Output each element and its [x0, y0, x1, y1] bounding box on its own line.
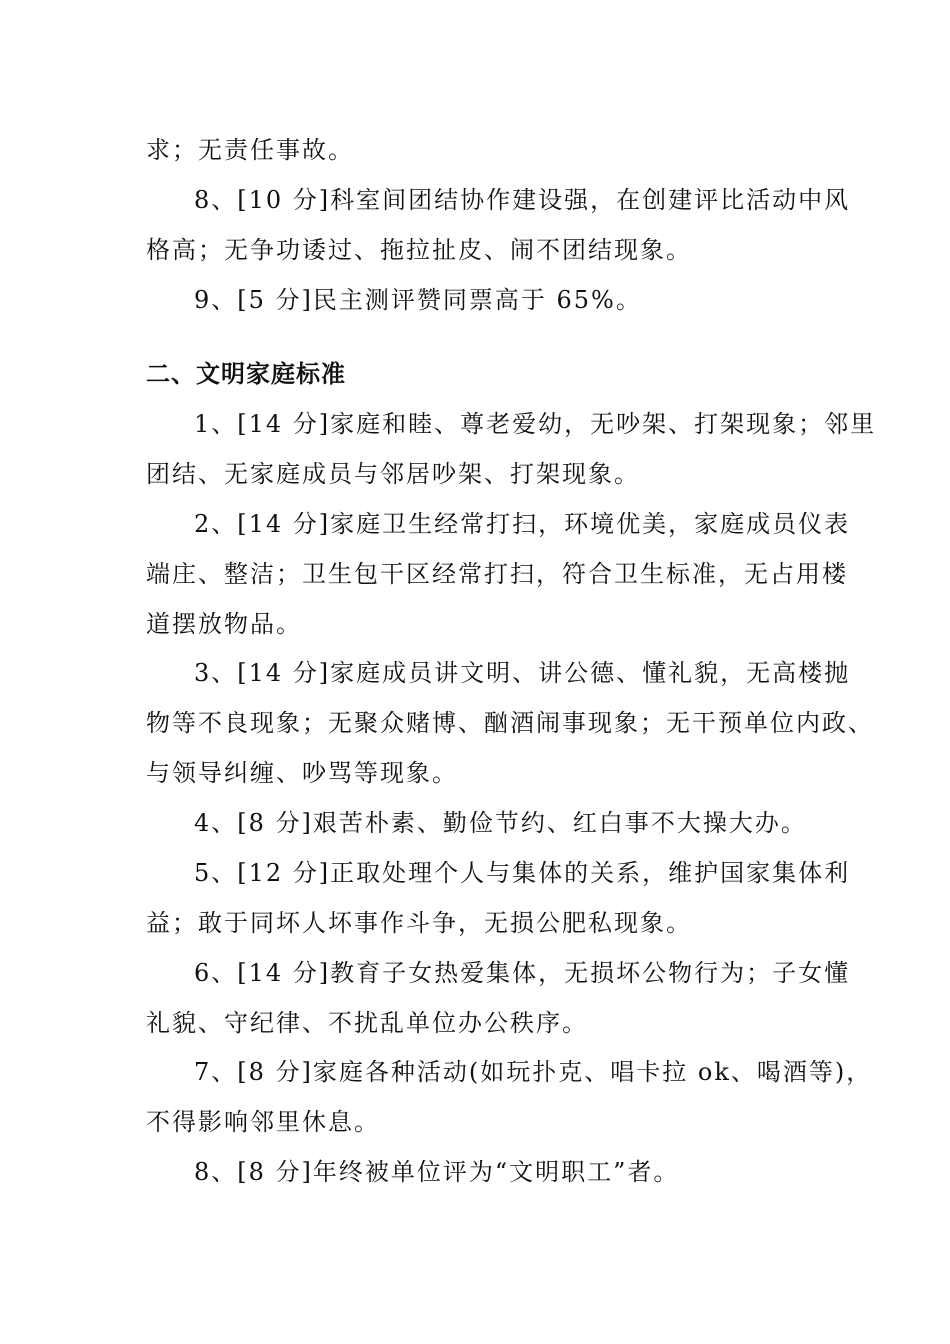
section1-item8-line1: 8、[10 分]科室间团结协作建设强，在创建评比活动中风: [194, 186, 851, 214]
section2-item6-line1: 6、[14 分]教育子女热爱集体，无损坏公物行为；子女懂: [194, 959, 851, 987]
section2-heading: 二、文明家庭标准: [146, 360, 346, 388]
section2-item2-line2: 端庄、整洁；卫生包干区经常打扫，符合卫生标准，无占用楼: [146, 560, 848, 588]
section2-item2-line1: 2、[14 分]家庭卫生经常打扫，环境优美，家庭成员仪表: [194, 510, 851, 538]
section2-item1-line2: 团结、无家庭成员与邻居吵架、打架现象。: [146, 460, 640, 488]
section1-continuation-line: 求；无责任事故。: [146, 136, 354, 164]
section2-item3-line2: 物等不良现象；无聚众赌博、酗酒闹事现象；无干预单位内政、: [146, 709, 874, 737]
section2-item3-line1: 3、[14 分]家庭成员讲文明、讲公德、懂礼貌，无高楼抛: [194, 659, 851, 687]
section2-item7-line2: 不得影响邻里休息。: [146, 1108, 380, 1136]
section2-item7-line1: 7、[8 分]家庭各种活动(如玩扑克、唱卡拉 ok、喝酒等)，: [194, 1058, 873, 1086]
section2-item2-line3: 道摆放物品。: [146, 610, 302, 638]
section2-item8: 8、[8 分]年终被单位评为“文明职工”者。: [194, 1158, 680, 1186]
section1-item9: 9、[5 分]民主测评赞同票高于 65%。: [194, 286, 642, 314]
section2-item6-line2: 礼貌、守纪律、不扰乱单位办公秩序。: [146, 1009, 588, 1037]
section2-item1-line1: 1、[14 分]家庭和睦、尊老爱幼，无吵架、打架现象；邻里: [194, 410, 877, 438]
section2-item3-line3: 与领导纠缠、吵骂等现象。: [146, 759, 458, 787]
section2-item5-line1: 5、[12 分]正取处理个人与集体的关系，维护国家集体利: [194, 859, 851, 887]
section2-item4: 4、[8 分]艰苦朴素、勤俭节约、红白事不大操大办。: [194, 809, 807, 837]
section2-item5-line2: 益；敢于同坏人坏事作斗争，无损公肥私现象。: [146, 909, 692, 937]
section1-item8-line2: 格高；无争功诿过、拖拉扯皮、闹不团结现象。: [146, 236, 692, 264]
